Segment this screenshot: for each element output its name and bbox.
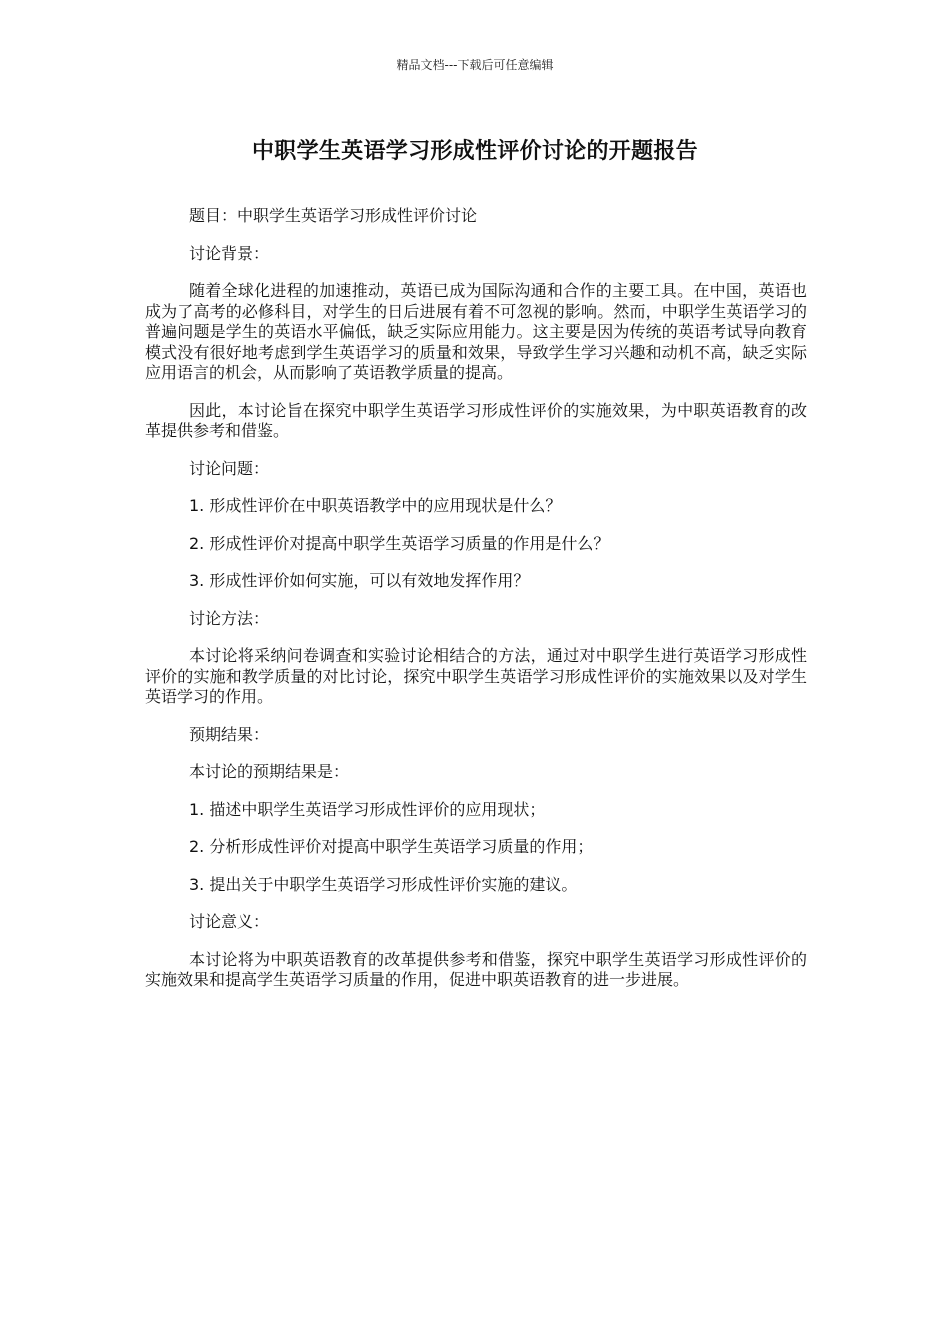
significance-paragraph: 本讨论将为中职英语教育的改革提供参考和借鉴，探究中职学生英语学习形成性评价的实施效果和提高学生英语学习质量的作用，促进中职英语教育的进一步进展。 xyxy=(145,949,807,989)
significance-heading: 讨论意义： xyxy=(189,912,270,931)
document-body xyxy=(145,206,807,1008)
header-note: 精品文档---下载后可任意编辑 xyxy=(396,58,554,72)
methods-paragraph: 本讨论将采纳问卷调查和实验讨论相结合的方法，通过对中职学生进行英语学习形成性评价的实施和教学质量的对比讨论，探究中职学生英语学习形成性评价的实施效果以及对学生英语学习的作用。 xyxy=(145,646,807,706)
background-heading: 讨论背景： xyxy=(189,243,270,263)
questions-heading: 讨论问题： xyxy=(189,458,270,478)
document-title: 中职学生英语学习形成性评价讨论的开题报告 xyxy=(251,139,698,164)
question-item: 2. 形成性评价对提高中职学生英语学习质量的作用是什么？ xyxy=(189,533,610,553)
subject-line: 题目：中职学生英语学习形成性评价讨论 xyxy=(189,206,478,225)
result-item: 2. 分析形成性评价对提高中职学生英语学习质量的作用； xyxy=(189,837,594,856)
background-paragraph-2: 因此，本讨论旨在探究中职学生英语学习形成性评价的实施效果，为中职英语教育的改革提供参考和借鉴。 xyxy=(145,400,807,440)
methods-heading: 讨论方法： xyxy=(189,608,270,628)
background-paragraph-1: 随着全球化进程的加速推动，英语已成为国际沟通和合作的主要工具。在中国，英语也成为了高考的必修科目，对学生的日后进展有着不可忽视的影响。然而，中职学生英语学习的普遍问题是学生的英语水平偏低，缺乏实际应用能力。这主要是因为传统的英语考试导向教育模式没有很好地考虑到学生英语学习的质量和效果，导致学生学习兴趣和动机不高，缺乏实际应用语言的机会，从而影响了英语教学质量的提高。 xyxy=(145,281,807,382)
results-intro: 本讨论的预期结果是： xyxy=(189,762,350,781)
results-heading: 预期结果： xyxy=(189,724,270,744)
question-item: 1. 形成性评价在中职英语教学中的应用现状是什么？ xyxy=(189,496,562,515)
result-item: 1. 描述中职学生英语学习形成性评价的应用现状； xyxy=(189,799,546,819)
question-item: 3. 形成性评价如何实施，可以有效地发挥作用？ xyxy=(189,571,530,590)
result-item: 3. 提出关于中职学生英语学习形成性评价实施的建议。 xyxy=(189,874,578,894)
